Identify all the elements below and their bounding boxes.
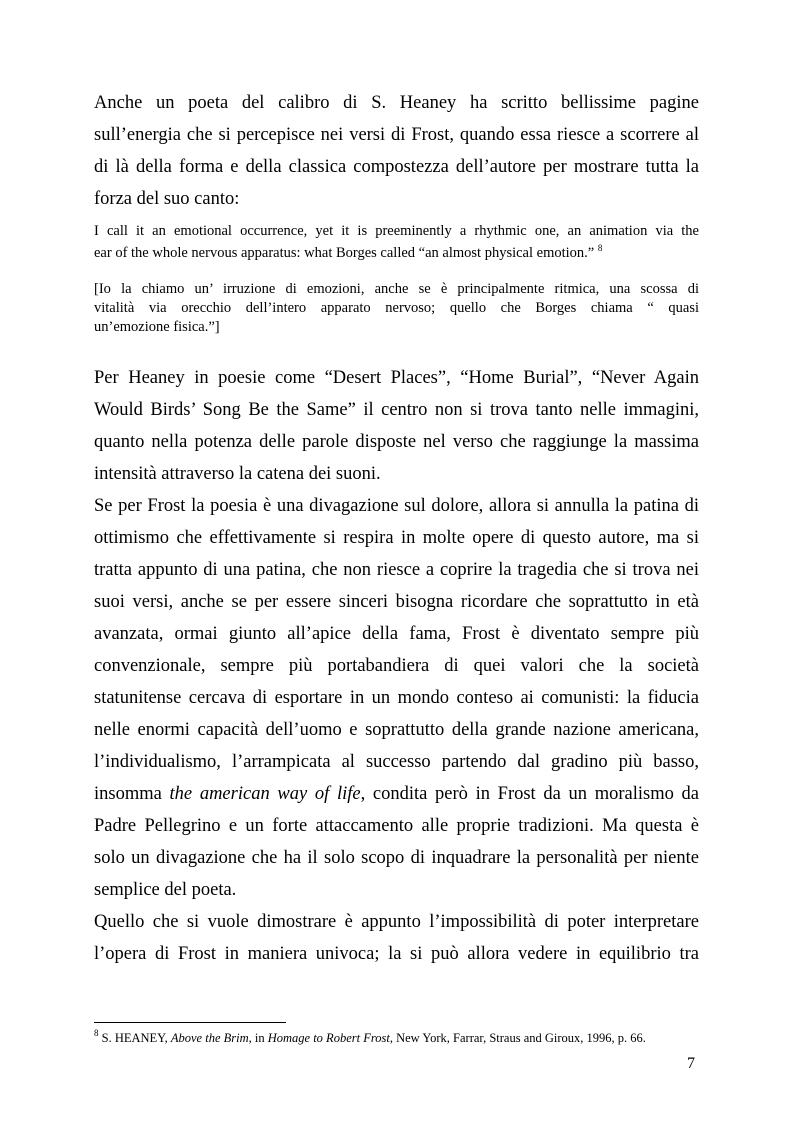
text-line: l’individualismo, l’arrampicata al successo partendo dal gradino più basso,: [94, 752, 699, 772]
text-line: nelle enormi capacità dell’uomo e soprattutto della grande nazione americana,: [94, 720, 699, 740]
quote-line: I call it an emotional occurrence, yet it is preeminently a rhythmic one, an animation via the: [94, 223, 699, 239]
text-line: suoi versi, anche se per essere sinceri bisogna ricordare che soprattutto in età: [94, 592, 699, 612]
text-line: Se per Frost la poesia è una divagazione sul dolore, allora si annulla la patina di: [94, 496, 699, 516]
footnote-text: , New York, Farrar, Straus and Giroux, 1996, p. 66.: [389, 1031, 646, 1045]
text-line: sull’energia che si percepisce nei versi di Frost, quando essa riesce a scorrere al: [94, 125, 699, 145]
footnote-line: [94, 1028, 699, 1046]
text-line: intensità attraverso la catena dei suoni.: [94, 464, 381, 484]
text-line: convenzionale, sempre più portabandiera di quei valori che la società: [94, 656, 699, 676]
text-line: di là della forma e della classica compostezza dell’autore per mostrare tutta la: [94, 157, 699, 177]
footnote-number: 8: [94, 1028, 99, 1038]
quote-line: un’emozione fisica.”]: [94, 319, 220, 335]
quote-line: [Io la chiamo un’ irruzione di emozioni, anche se è principalmente ritmica, una scossa di: [94, 281, 699, 297]
footnote-reference[interactable]: 8: [597, 243, 603, 253]
italic-phrase: the american way of life: [169, 784, 361, 804]
text-line: forza del suo canto:: [94, 189, 240, 209]
quote-line-text: ear of the whole nervous apparatus: what Borges called “an almost physical emotion.”: [94, 245, 595, 261]
text-run: insomma: [94, 784, 170, 804]
text-line: avanzata, ormai giunto all’apice della fama, Frost è diventato sempre più: [94, 624, 699, 644]
footnote-separator: [94, 1022, 286, 1023]
text-line: Padre Pellegrino e un forte attaccamento alle proprie tradizioni. Ma questa è: [94, 816, 699, 836]
text-line: ottimismo che effettivamente si respira in molte opere di questo autore, ma si: [94, 528, 699, 548]
footnote-text: , in: [248, 1031, 268, 1045]
text-line: Would Birds’ Song Be the Same” il centro non si trova tanto nelle immagini,: [94, 400, 699, 420]
text-line: quanto nella potenza delle parole disposte nel verso che raggiunge la massima: [94, 432, 699, 452]
text-line: semplice del poeta.: [94, 880, 237, 900]
text-line: tratta appunto di una patina, che non riesce a coprire la tragedia che si trova nei: [94, 560, 699, 580]
text-line: l’opera di Frost in maniera univoca; la si può allora vedere in equilibrio tra: [94, 944, 699, 964]
text-line: [94, 784, 699, 805]
page-number: 7: [687, 1055, 695, 1072]
footnote-author: S. HEANEY,: [98, 1031, 171, 1045]
footnote-book: Homage to Robert Frost: [267, 1031, 390, 1045]
text-run: , condita però in Frost da un moralismo da: [360, 784, 699, 804]
text-line: Per Heaney in poesie come “Desert Places”, “Home Burial”, “Never Again: [94, 368, 699, 388]
text-line: Quello che si vuole dimostrare è appunto l’impossibilità di poter interpretare: [94, 912, 699, 932]
footnote-title: Above the Brim: [170, 1031, 249, 1045]
quote-line: vitalità via orecchio dell’intero apparato nervoso; quello che Borges chiama “ quasi: [94, 300, 699, 316]
text-line: Anche un poeta del calibro di S. Heaney ha scritto bellissime pagine: [94, 93, 699, 113]
quote-line: [94, 245, 699, 262]
text-line: solo un divagazione che ha il solo scopo di inquadrare la personalità per niente: [94, 848, 699, 868]
text-line: statunitense cercava di esportare in un mondo conteso ai comunisti: la fiducia: [94, 688, 699, 708]
